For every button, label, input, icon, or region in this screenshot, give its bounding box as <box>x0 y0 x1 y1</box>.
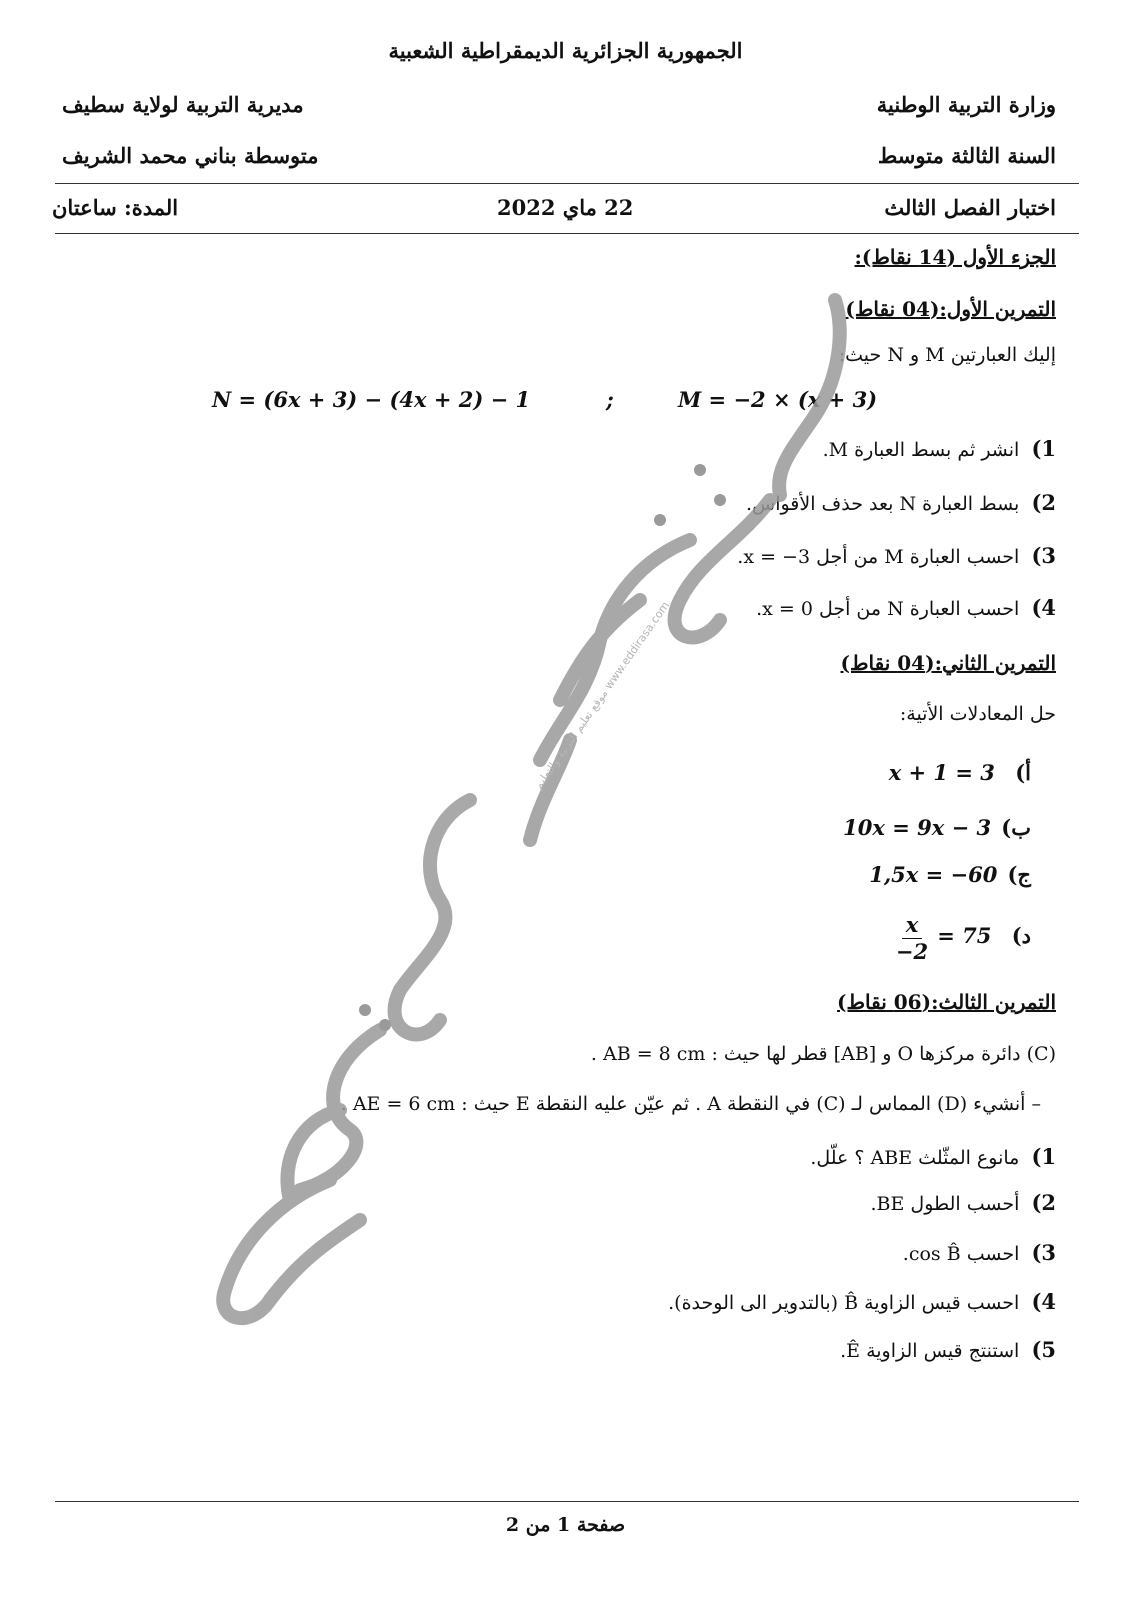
ministry-label: وزارة التربية الوطنية <box>876 92 1056 117</box>
ex3-points: (06 نقاط) <box>837 990 932 1014</box>
footer-rule <box>55 1501 1079 1502</box>
site-watermark-text: موقع تعليم التربية والتعليم www.eddirasa.com <box>531 599 673 792</box>
directorate-label: مديرية التربية لولاية سطيف <box>62 92 304 117</box>
equation-b: 10x = 9x − 3 ب) <box>843 815 1031 840</box>
ex2-title: التمرين الثاني: <box>934 651 1056 675</box>
republic-title: الجمهورية الجزائرية الديمقراطية الشعبية <box>388 38 743 63</box>
ex1-heading <box>845 297 1056 321</box>
ex3-line2: – أنشيء (D) المماس لـ (C) في النقطة A . ثم عيّن عليه النقطة E حيث : AE = 6 cm . <box>340 1093 1041 1115</box>
equation-d-fraction: $\frac{x}{-2}$ <box>895 912 929 964</box>
level-label: السنة الثالثة متوسط <box>877 143 1056 168</box>
ex3-item-1: 1) مانوع المثّلث ABE ؟ علّل. <box>810 1144 1056 1169</box>
ex3-line1: (C) دائرة مركزها O و [AB] قطر لها حيث : AB = 8 cm . <box>590 1043 1056 1065</box>
equation-d: $\frac{x}{-2}$ = 75 د) <box>892 912 1031 965</box>
school-label: متوسطة بناني محمد الشريف <box>62 143 319 168</box>
ex3-title: التمرين الثالث: <box>931 990 1056 1014</box>
expr-N: N = (6x + 3) − (4x + 2) − 1 <box>212 387 531 412</box>
ex1-item-4: 4) احسب العبارة N من أجل x = 0. <box>756 595 1056 620</box>
ex3-item-3: 3) احسب cos B̂. <box>902 1240 1056 1265</box>
ex1-title: التمرين الأول: <box>939 297 1056 321</box>
ex2-points: (04 نقاط) <box>840 651 935 675</box>
ex3-item-2: 2) أحسب الطول BE. <box>870 1190 1056 1215</box>
equation-c: 1,5x = −60 ج) <box>869 862 1031 887</box>
header-rule-bottom <box>55 233 1079 234</box>
ex1-item-2: 2) بسط العبارة N بعد حذف الأقواس. <box>745 490 1056 515</box>
exam-title: اختبار الفصل الثالث <box>884 195 1056 220</box>
exam-duration: المدة: ساعتان <box>52 195 179 220</box>
ex3-item-5: 5) استنتج قيس الزاوية Ê. <box>840 1337 1056 1362</box>
ex2-heading <box>841 651 1056 675</box>
page-number: صفحة 1 من 2 <box>505 1514 626 1536</box>
header-rule-top <box>55 183 1079 184</box>
expr-separator: ; <box>606 387 614 412</box>
ex1-points: (04 نقاط) <box>845 297 940 321</box>
ex1-item-1: 1) انشر ثم بسط العبارة M. <box>822 436 1056 461</box>
ex1-item-3: 3) احسب العبارة M من أجل x = −3. <box>737 543 1056 568</box>
exam-date: 22 ماي 2022 <box>497 195 634 220</box>
ex2-intro: حل المعادلات الأتية: <box>899 703 1056 725</box>
ex3-item-4: 4) احسب قيس الزاوية B̂ (بالتدوير الى الوحدة). <box>668 1289 1056 1314</box>
expr-M: M = −2 × (x + 3) <box>678 387 878 412</box>
part1-title: الجزء الأول (14 نقاط): <box>854 245 1056 269</box>
ex1-intro: إليك العبارتين M و N حيث: <box>838 344 1056 366</box>
equation-a: x + 1 = 3 أ) <box>888 760 1031 785</box>
ex3-heading <box>837 990 1056 1014</box>
